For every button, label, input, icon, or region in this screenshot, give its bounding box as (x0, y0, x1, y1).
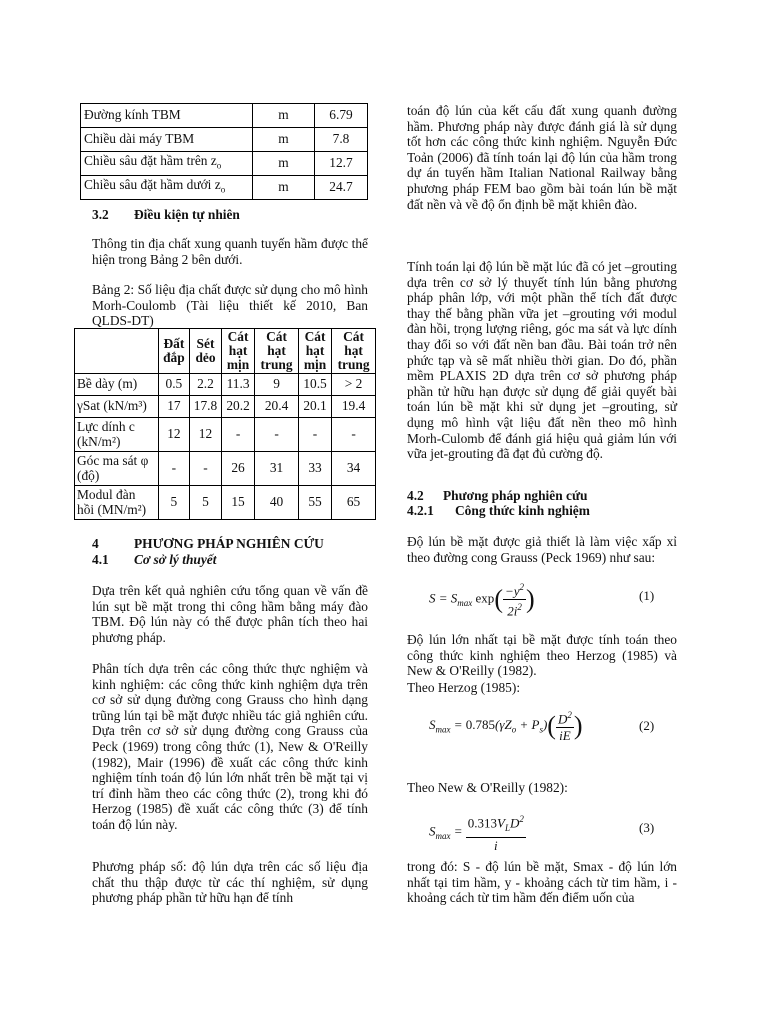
value-cell: 20.1 (298, 396, 331, 418)
equation-1: $S = S_{max}$ exp( $\frac{-y^2}{2i^2}$ ) (429, 582, 535, 619)
value-cell: 26 (221, 452, 254, 486)
value-cell: 20.2 (221, 396, 254, 418)
value-cell: 5 (158, 486, 189, 520)
paragraph-herzog: Theo Herzog (1985): (407, 680, 521, 695)
equation-3: $S_{max}$ = $\frac{0.313V_LD^2}{i}$ (429, 814, 524, 853)
header-cell: Đất đắp (158, 329, 189, 374)
paragraph-4-1-empirical: Phân tích dựa trên các công thức thực nghiệm và kinh nghiệm: các công thức kinh nghiệm dựa trên cơ sở sử dụng đường cong Grauss cho hình dạng trũng lún tại bề mặt được nhiều tác giả nghiên cứu. Dựa trên cơ sở sử dụng đường cong Grauss của Peck (1969) trong công thức (1), New & O'Reilly (1982), Mair (1996) đề xuất các công thức kinh nghiệm tính toán độ lún lớn nhất trên bề mặt tại vị trí đỉnh hầm theo các công thức (2), trong khi đó Herzog (1985) đề xuất các công thức (3) để tính toán độ lún này. (92, 661, 368, 832)
value-cell: > 2 (332, 374, 376, 396)
unit-cell: m (253, 104, 315, 128)
value-cell: 65 (332, 486, 376, 520)
value-cell: 17 (158, 396, 189, 418)
row-label: Lực dính c (kN/m²) (75, 418, 159, 452)
header-cell: Cát hạt trung (332, 329, 376, 374)
value-cell: 0.5 (158, 374, 189, 396)
section-heading-3-2: 3.2 Điều kiện tự nhiên (92, 207, 240, 222)
equation-1-number: (1) (639, 588, 655, 603)
paragraph-fem-continued: toán độ lún của kết cấu đất xung quanh đường hầm. Phương pháp này được đánh giá là sử dụng tốt hơn các công thức kinh nghiệm. Nguyễn Đức Toản (2006) đã tính toán lại độ lún của hầm trong dự án tuyến hầm Italian National Railway bằng phương pháp FEM bao gồm bài toán lún bề mặt đất nền và về độ ổn định bề mặt khiên đào. (407, 103, 677, 212)
table-row (81, 104, 368, 128)
row-label: γSat (kN/m³) (75, 396, 159, 418)
equation-2-number: (2) (639, 718, 655, 733)
section-heading-4-2-1: 4.2.1 Công thức kinh nghiệm (407, 503, 590, 518)
paragraph-geology-intro: Thông tin địa chất xung quanh tuyến hầm được thể hiện trong Bảng 2 bên dưới. (92, 236, 368, 267)
param-cell: Chiều dài máy TBM (81, 128, 253, 152)
equation-3-number: (3) (639, 820, 655, 835)
section-heading-4-2: 4.2 Phương pháp nghiên cứu (407, 488, 588, 503)
table-row (75, 486, 376, 520)
value-cell: 10.5 (298, 374, 331, 396)
param-cell: Đường kính TBM (81, 104, 253, 128)
value-cell: 12 (190, 418, 222, 452)
value-cell: - (221, 418, 254, 452)
geology-table (74, 328, 376, 520)
value-cell: 33 (298, 452, 331, 486)
unit-cell: m (253, 128, 315, 152)
value-cell: 20.4 (255, 396, 299, 418)
value-cell: - (298, 418, 331, 452)
table-row (75, 418, 376, 452)
table-2-caption: Bảng 2: Số liệu địa chất được sử dụng cho mô hình Morh-Coulomb (Tài liệu thiết kế 2010, Ban QLDS-DT) (92, 282, 368, 329)
row-label: Bề dày (m) (75, 374, 159, 396)
row-label: Góc ma sát φ (độ) (75, 452, 159, 486)
param-cell: Chiều sâu đặt hầm trên $z_o$ (81, 152, 253, 176)
value-cell: 55 (298, 486, 331, 520)
value-cell: 12 (158, 418, 189, 452)
row-label: Modul đàn hồi (MN/m²) (75, 486, 159, 520)
table-row (75, 374, 376, 396)
header-cell: Sét dẻo (190, 329, 222, 374)
value-cell: 5 (190, 486, 222, 520)
paragraph-gauss-curve: Độ lún bề mặt được giả thiết là làm việc xấp xỉ theo đường cong Grauss (Peck 1969) như sau: (407, 534, 677, 565)
value-cell: - (332, 418, 376, 452)
header-cell: Cát hạt trung (255, 329, 299, 374)
header-cell: Cát hạt mịn (298, 329, 331, 374)
header-empty-cell (75, 329, 159, 374)
paragraph-4-1-intro: Dựa trên kết quả nghiên cứu tổng quan về vấn đề lún sụt bề mặt trong thi công hầm bằng máy đào TBM. Độ lún này có thể được phân tích theo hai phương pháp. (92, 583, 368, 645)
table-row (75, 452, 376, 486)
unit-cell: m (253, 152, 315, 176)
header-cell: Cát hạt mịn (221, 329, 254, 374)
section-heading-4-1: 4.1 Cơ sở lý thuyết (92, 552, 217, 567)
equation-2: $S_{max} = 0.785(\gamma Z_o + P_s)$( $\frac{D^2}{iE}$ ) (429, 710, 583, 743)
value-cell: 19.4 (332, 396, 376, 418)
value-cell: 15 (221, 486, 254, 520)
table-header-row (75, 329, 376, 374)
value-cell: - (158, 452, 189, 486)
table-row (81, 128, 368, 152)
value-cell: 7.8 (315, 128, 368, 152)
table-row (81, 152, 368, 176)
value-cell: 12.7 (315, 152, 368, 176)
value-cell: 11.3 (221, 374, 254, 396)
section-heading-4: 4 PHƯƠNG PHÁP NGHIÊN CỨU (92, 536, 324, 551)
unit-cell: m (253, 176, 315, 200)
paragraph-jet-grouting: Tính toán lại độ lún bề mặt lúc đã có jet –grouting dựa trên cơ sở lý thuyết tính lún bằng phương pháp phân lớp, với một phần thể tích đất được thay thế bằng phần vữa jet –grouting với modul đàn hồi, trọng lượng riêng, góc ma sát và lực dính thay đổi so với đất nền ban đầu. Bài toán trở nên phức tạp và sẽ mất nhiều thời gian. Do đó, phần mềm PLAXIS 2D dựa trên cơ sở phương pháp phần tử hữu hạn được sử dụng để giải quyết bài toán lún bề mặt khi sử dụng jet –grouting, sử dụng mô hình vật liệu đất nền theo mô hình Morh-Culomb để đánh giá hiệu quả giảm lún với vữa jet-grouting đã đạt đủ cường độ. (407, 259, 677, 462)
value-cell: - (255, 418, 299, 452)
value-cell: 17.8 (190, 396, 222, 418)
value-cell: 9 (255, 374, 299, 396)
paragraph-4-1-numerical: Phương pháp số: độ lún dựa trên các số liệu địa chất thu thập được từ các thí nghiệm, sử dụng phương pháp phần tử hữu hạn để tính (92, 859, 368, 906)
value-cell: 31 (255, 452, 299, 486)
value-cell: - (190, 452, 222, 486)
value-cell: 24.7 (315, 176, 368, 200)
value-cell: 2.2 (190, 374, 222, 396)
value-cell: 34 (332, 452, 376, 486)
table-row (81, 176, 368, 200)
paragraph-max-settlement: Độ lún lớn nhất tại bề mặt được tính toán theo công thức kinh nghiệm theo Herzog (1985) và New & O'Reilly (1982). (407, 632, 677, 679)
tbm-parameter-table (80, 103, 368, 200)
value-cell: 40 (255, 486, 299, 520)
table-row (75, 396, 376, 418)
param-cell: Chiều sâu đặt hầm dưới $z_o$ (81, 176, 253, 200)
value-cell: 6.79 (315, 104, 368, 128)
paragraph-where-definitions: trong đó: S - độ lún bề mặt, Smax - độ lún lớn nhất tại tim hầm, y - khoảng cách từ tim hầm, i - khoảng cách từ tim hầm đến điểm uốn của (407, 859, 677, 906)
paragraph-new-oreilly: Theo New & O'Reilly (1982): (407, 780, 568, 795)
